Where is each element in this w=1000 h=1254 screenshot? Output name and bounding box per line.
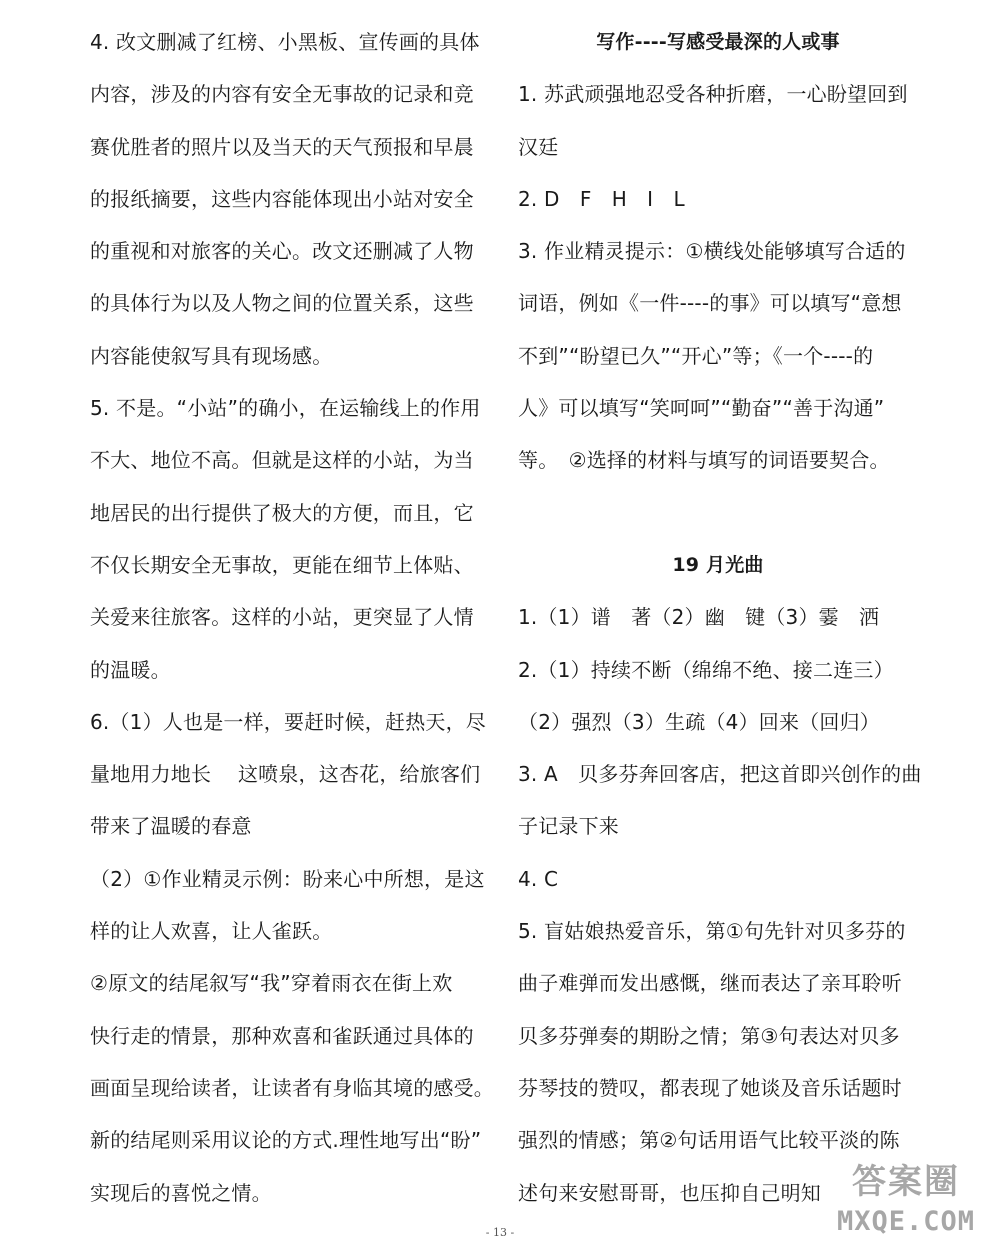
text-line: 曲子难弹而发出感慨，继而表达了亲耳聆听 bbox=[518, 971, 902, 996]
text-line: 5. 不是。“小站”的确小，在运输线上的作用 bbox=[90, 396, 481, 421]
text-line: 赛优胜者的照片以及当天的天气预报和早晨 bbox=[90, 134, 474, 159]
text-line: 芬琴技的赞叹，都表现了她谈及音乐话题时 bbox=[518, 1075, 902, 1100]
text-line: 人》可以填写“笑呵呵”“勤奋”“善于沟通” bbox=[518, 396, 885, 421]
text-line: （2）强烈（3）生疏（4）回来（回归） bbox=[518, 709, 880, 734]
text-line: 的温暖。 bbox=[90, 657, 171, 682]
watermark-logo bbox=[818, 1160, 994, 1250]
text-line: 2. D F H I L bbox=[518, 186, 685, 211]
text-line: 不大、地位不高。但就是这样的小站，为当 bbox=[90, 448, 474, 473]
text-line: 子记录下来 bbox=[518, 814, 619, 839]
blank-line bbox=[518, 487, 918, 539]
text-line: 1. 苏武顽强地忍受各种折磨，一心盼望回到 bbox=[518, 82, 908, 107]
section-heading-lesson: 19 月光曲 bbox=[672, 553, 764, 576]
text-line: 快行走的情景，那种欢喜和雀跃通过具体的 bbox=[90, 1023, 474, 1048]
text-line: 带来了温暖的春意 bbox=[90, 814, 252, 839]
left-column bbox=[90, 16, 494, 1219]
text-line: 内容，涉及的内容有安全无事故的记录和竞 bbox=[90, 82, 474, 107]
text-line: 强烈的情感；第②句话用语气比较平淡的陈 bbox=[518, 1128, 900, 1153]
section-heading-writing: 写作----写感受最深的人或事 bbox=[596, 31, 840, 53]
text-line: 画面呈现给读者，让读者有身临其境的感受。 bbox=[90, 1075, 494, 1100]
text-line: 样的让人欢喜，让人雀跃。 bbox=[90, 919, 333, 944]
text-line: 的具体行为以及人物之间的位置关系，这些 bbox=[90, 291, 474, 316]
text-line: 量地用力地长 这喷泉，这杏花，给旅客们 bbox=[90, 762, 481, 787]
text-line: 等。 ②选择的材料与填写的词语要契合。 bbox=[518, 448, 890, 473]
text-line: 不到”“盼望已久”“开心”等；《一个----的 bbox=[518, 343, 874, 368]
watermark-text-top: 答案圈 bbox=[852, 1162, 960, 1202]
watermark-text-bottom: MXQE.COM bbox=[836, 1206, 976, 1237]
right-column bbox=[518, 16, 922, 1219]
text-line: 的报纸摘要，这些内容能体现出小站对安全 bbox=[90, 186, 474, 211]
text-line: 4. 改文删减了红榜、小黑板、宣传画的具体 bbox=[90, 30, 480, 54]
text-line: 新的结尾则采用议论的方式.理性地写出“盼” bbox=[90, 1128, 482, 1153]
text-line: 2.（1）持续不断（绵绵不绝、接二连三） bbox=[518, 657, 894, 682]
text-line: 关爱来往旅客。这样的小站，更突显了人情 bbox=[90, 605, 474, 630]
page-number: - 13 - bbox=[485, 1226, 515, 1239]
text-line: 的重视和对旅客的关心。改文还删减了人物 bbox=[90, 239, 474, 264]
text-line: 1.（1）谱 著（2）幽 键（3）霎 洒 bbox=[518, 605, 880, 630]
text-line: 3. 作业精灵提示：①横线处能够填写合适的 bbox=[518, 239, 906, 264]
text-line: ②原文的结尾叙写“我”穿着雨衣在街上欢 bbox=[90, 971, 453, 996]
text-line: 3. A 贝多芬奔回客店，把这首即兴创作的曲 bbox=[518, 762, 922, 787]
text-line: 不仅长期安全无事故，更能在细节上体贴、 bbox=[90, 552, 474, 577]
text-line: 内容能使叙写具有现场感。 bbox=[90, 343, 333, 368]
text-line: 地居民的出行提供了极大的方便，而且，它 bbox=[90, 500, 474, 525]
text-line: （2）①作业精灵示例：盼来心中所想，是这 bbox=[90, 866, 485, 891]
text-line: 贝多芬弹奏的期盼之情；第③句表达对贝多 bbox=[518, 1023, 900, 1048]
text-line: 词语，例如《一件----的事》可以填写“意想 bbox=[518, 291, 902, 316]
text-line: 汉廷 bbox=[518, 134, 559, 159]
text-line: 4. C bbox=[518, 866, 559, 891]
text-line: 5. 盲姑娘热爱音乐，第①句先针对贝多芬的 bbox=[518, 919, 906, 944]
text-line: 述句来安慰哥哥，也压抑自己明知 bbox=[518, 1180, 821, 1205]
text-line: 实现后的喜悦之情。 bbox=[90, 1180, 272, 1205]
text-line: 6.（1）人也是一样，要赶时候，赶热天，尽 bbox=[90, 709, 487, 734]
